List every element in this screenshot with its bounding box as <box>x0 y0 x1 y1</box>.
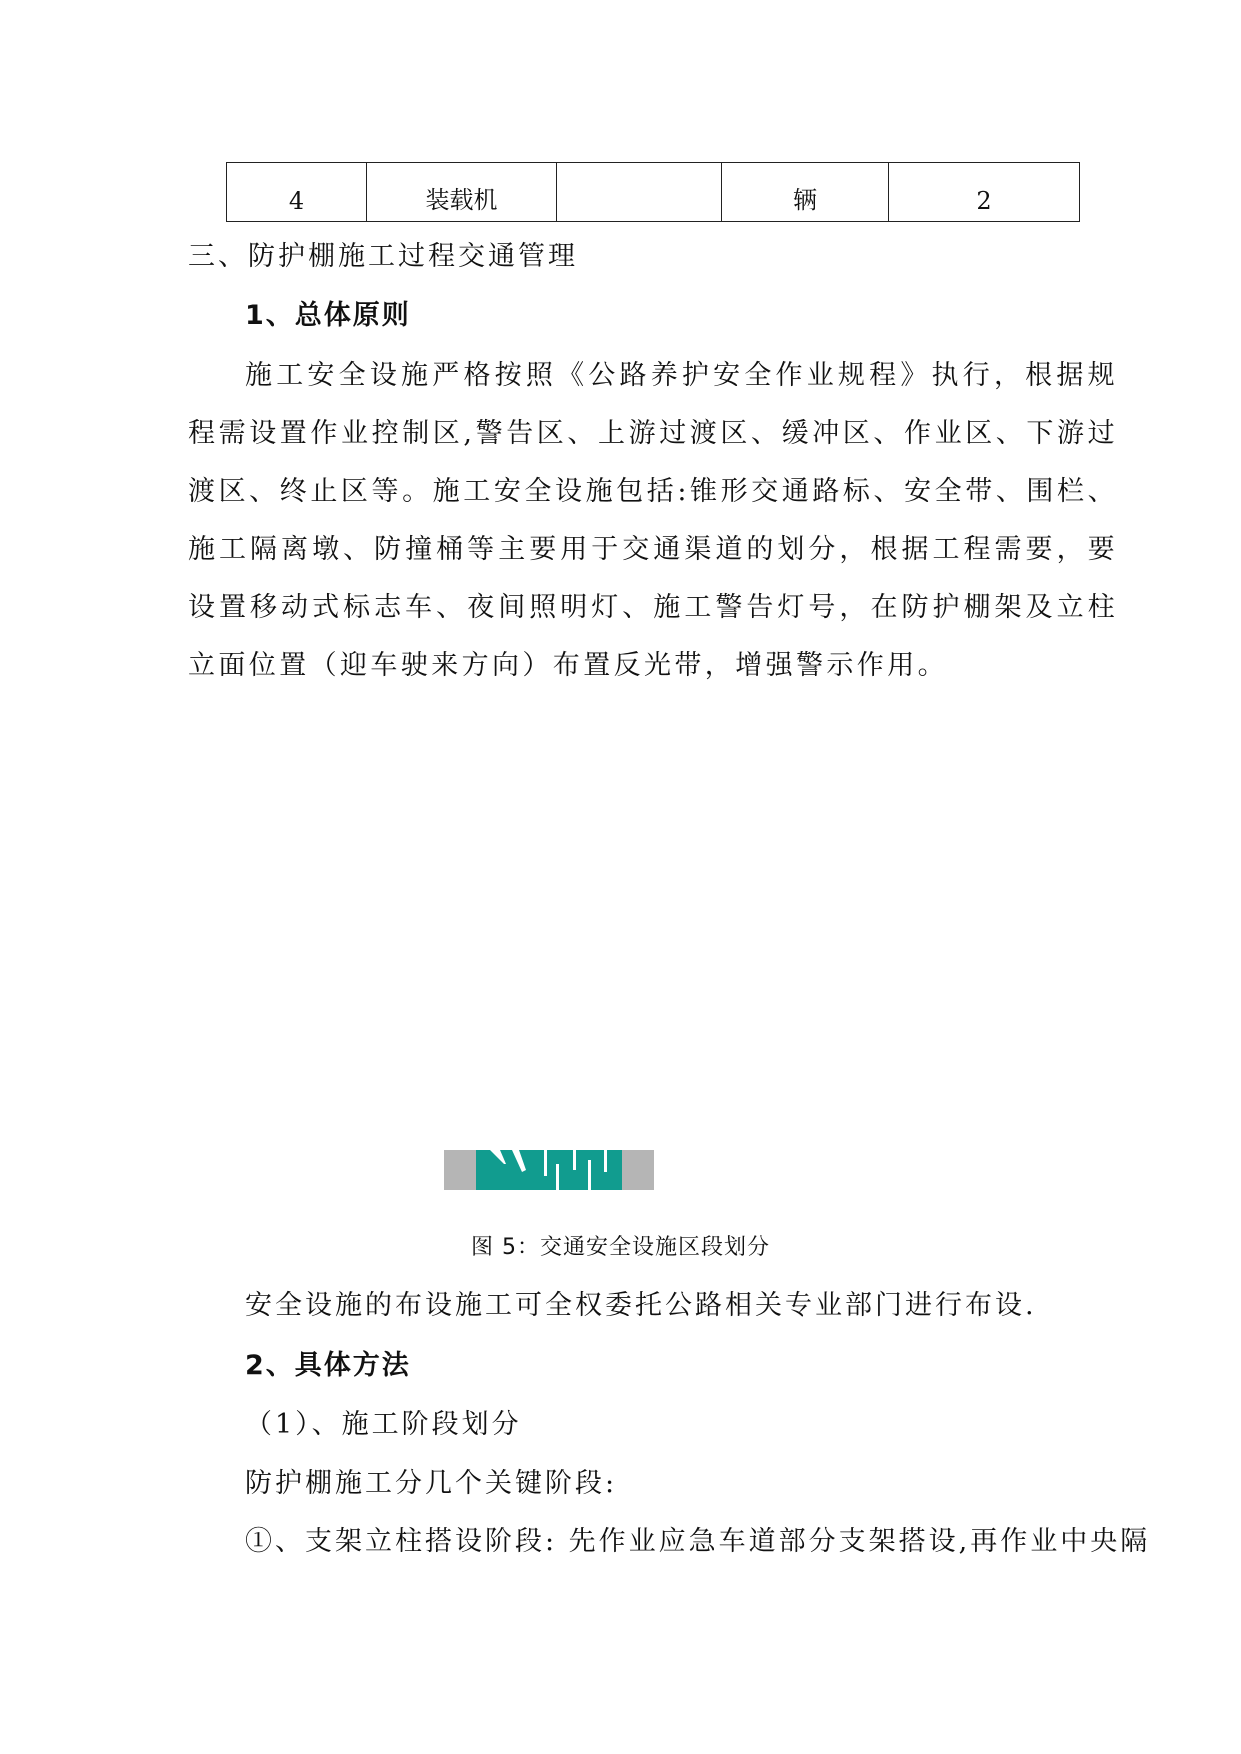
paragraph-principles: 施工安全设施严格按照《公路养护安全作业规程》执行，根据规程需设置作业控制区,警告区、上游过渡区、缓冲区、作业区、下游过渡区、终止区等。施工安全设施包括:锥形交通路标、安全带、围栏、施工隔离墩、防撞桶等主要用于交通渠道的划分，根据工程需要，要设置移动式标志车、夜间照明灯、施工警告灯号，在防护棚架及立柱立面位置（迎车驶来方向）布置反光带，增强警示作用。 <box>188 360 1118 681</box>
section-heading: 三、防护棚施工过程交通管理 <box>188 241 578 272</box>
table-cell-index: 4 <box>227 163 367 222</box>
zone-gray-right <box>622 1150 654 1190</box>
table-cell-spec <box>557 163 722 222</box>
table-cell-name: 装载机 <box>367 163 557 222</box>
item-support-column-stage: ①、支架立柱搭设阶段: 先作业应急车道部分支架搭设,再作业中央隔 <box>245 1526 1151 1557</box>
equipment-table <box>226 162 1080 222</box>
zone-gray-left <box>444 1150 476 1190</box>
table-cell-quantity: 2 <box>889 163 1080 222</box>
item-key-stages: 防护棚施工分几个关键阶段: <box>245 1468 618 1499</box>
table-row <box>227 163 1080 222</box>
figure-caption: 图 5：交通安全设施区段划分 <box>471 1235 770 1260</box>
table-cell-unit: 辆 <box>722 163 889 222</box>
traffic-zone-figure <box>444 1150 654 1190</box>
subsection-heading-2: 2、具体方法 <box>245 1350 411 1381</box>
item-stage-division: （1）、施工阶段划分 <box>245 1409 522 1440</box>
paragraph-delegation: 安全设施的布设施工可全权委托公路相关专业部门进行布设. <box>245 1290 1037 1321</box>
subsection-heading-1: 1、总体原则 <box>245 300 411 331</box>
